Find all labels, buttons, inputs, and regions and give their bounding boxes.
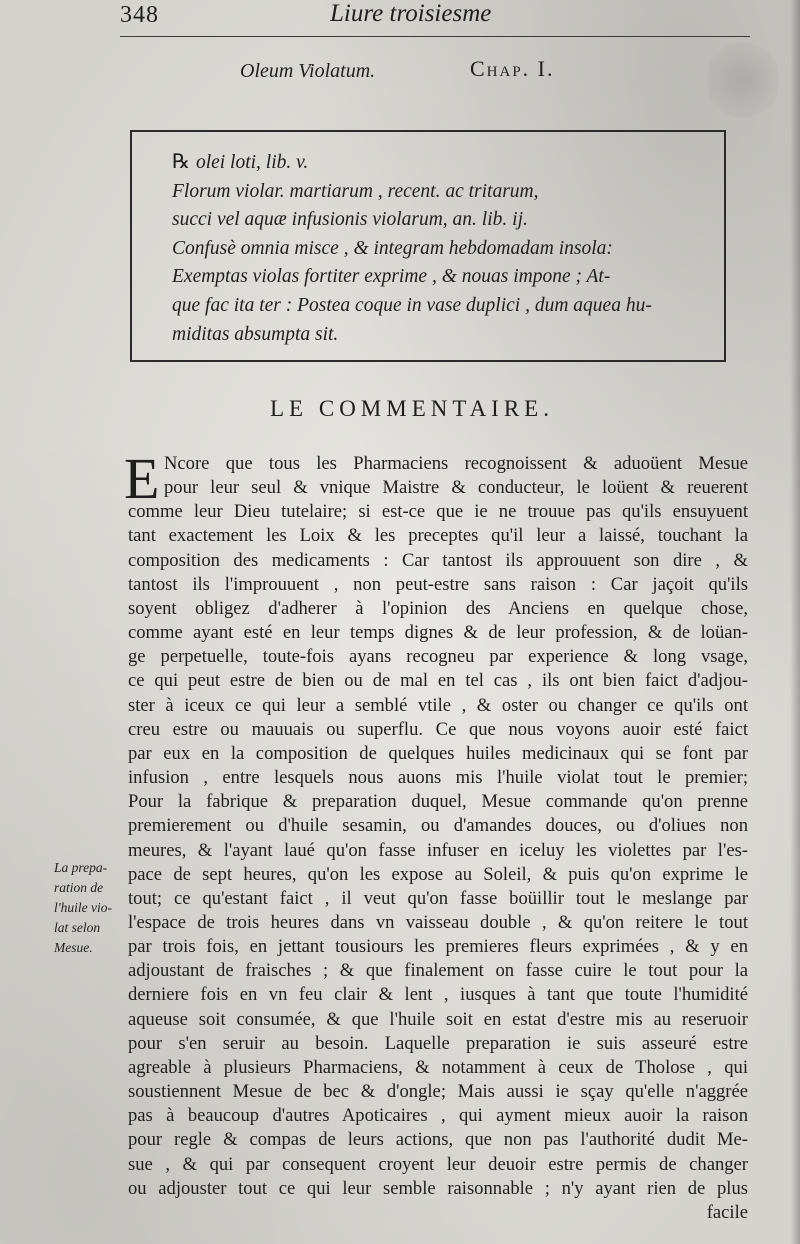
body-line: par eux en la composition de quelques huiles medicinaux qui se font par [128,742,748,764]
body-line: par trois fois, en jettant tousiours les premieres fleurs exprimées , & y en [128,936,748,958]
marginal-note-line: Mesue. [54,940,93,955]
body-line: agreable à plusieurs Pharmaciens, & notamment à ceux de Tholose , qui [128,1056,748,1078]
commentary-body [128,452,748,1225]
body-line: creu estre ou mauuais ou superflu. Ce que nous voyons auoir esté faict [128,718,748,740]
marginal-note-line: l'huile vio- [54,900,112,915]
body-line: derniere fois en vn feu clair & lent , iusques à tant que toute l'humidité [128,984,748,1006]
catchword: facile [706,1201,748,1223]
page-number: 348 [120,2,159,28]
body-line: premierement ou d'huile sesamin, ou d'amandes douces, ou d'oliues non [128,815,748,837]
marginal-note-line: ration de [54,880,104,895]
commentary-title: LE COMMENTAIRE. [270,396,554,421]
recipe-line: Exemptas violas fortiter exprime , & nouas impone ; At- [172,266,611,288]
body-line: tout; ce qu'estant faict , il veut qu'on fasse boüillir tout le meslange par [128,887,748,909]
recipe-line: que fac ita ter : Postea coque in vase duplici , dum aquea hu- [172,294,652,316]
body-line: soyent obligez d'adherer à l'opinion des Anciens en quelque chose, [128,597,748,619]
recipe-line: Florum violar. martiarum , recent. ac tritarum, [172,180,539,202]
body-line: Ncore que tous les Pharmaciens recognoissent & aduoüent Mesue [164,453,748,474]
body-line: ster à iceux ce qui leur a semblé vtile , & oster ou changer ce qu'ils ont [128,694,748,716]
running-head: Liure troisiesme [330,0,492,27]
body-line: sue , & qui par consequent croyent leur deuoir estre permis de changer [128,1153,748,1175]
remedy-name: Oleum Violatum. [240,60,376,82]
body-line: l'espace de trois heures dans vn vaisseau double , & qu'on reitere le tout [128,911,748,933]
body-line: tant exactement les Loix & les preceptes qu'il leur a laissé, touchant la [128,525,748,547]
body-line: ge perpetuelle, toute-fois ayans recogneu par experience & long vsage, [128,646,748,668]
body-line: Pour la fabrique & preparation duquel, Mesue commande qu'on prenne [128,791,748,813]
recipe-line: Confusè omnia misce , & integram hebdomadam insola: [172,237,613,259]
page-edge-shadow [790,0,800,1244]
body-line: tantost ils l'improuuent , non peut-estre sans raison : Car jaçoit qu'ils [128,573,748,595]
body-line: soustiennent Mesue de bec & d'ongle; Mais aussi ie sçay qu'elle n'aggrée [128,1081,748,1103]
body-line: meures, & l'ayant laué qu'on fasse infuser en iceluy les violettes par l'es- [128,839,748,861]
marginal-note [54,858,124,958]
body-line: aqueuse soit consumée, & que l'huile soit en estat d'estre mis au reseruoir [128,1008,748,1030]
body-line: adjoustant de fraisches ; & que finalement on fasse cuire le tout pour la [128,960,748,982]
recipe-line-text: olei loti, lib. v. [195,152,309,173]
ornament-stain [708,40,778,120]
recipe-line: miditas absumpta sit. [172,323,339,345]
marginal-note-line: lat selon [54,920,101,935]
body-line: comme ayant esté en leur temps dignes & de leur profession, & de loüan- [128,622,748,644]
recipe-line: succi vel aquæ infusionis violarum, an. lib. ij. [172,209,528,231]
recipe-line [172,148,732,178]
body-line: pour regle & compas de leurs actions, que non pas l'authorité dudit Me- [128,1129,748,1151]
body-line: pour leur seul & vnique Maistre & conducteur, le loüent & reuerent [164,477,748,499]
marginal-note-line: La prepa- [54,860,108,875]
body-line: comme leur Dieu tutelaire; si est-ce que ie ne trouue pas qu'ils ensuyuent [128,501,748,523]
body-line: pace de sept heures, qu'on les expose au Soleil, & puis qu'on exprime le [128,863,748,885]
recipe-text [172,148,732,349]
body-line: pas à beaucoup d'autres Apoticaires , qui ayment mieux auoir la raison [128,1105,748,1127]
body-line: ou adjouster tout ce qui leur semble raisonnable ; n'y ayant rien de plus [128,1177,748,1199]
body-line: composition des medicaments : Car tantost ils approuuent son dire , & [128,549,748,571]
chapter-label: Chap. I. [470,56,555,81]
recipe-symbol: ℞ [172,151,190,173]
body-line: ce qui peut estre de bien ou de mal en tel cas , ils ont bien faict d'adjou- [128,670,748,692]
header-rule [120,36,750,37]
body-line: pour s'en seruir au besoin. Laquelle preparation ie suis asseuré estre [128,1032,748,1054]
body-line: infusion , entre lesquels nous auons mis l'huile violat tout le premier; [128,767,748,789]
drop-cap: E [124,446,160,511]
